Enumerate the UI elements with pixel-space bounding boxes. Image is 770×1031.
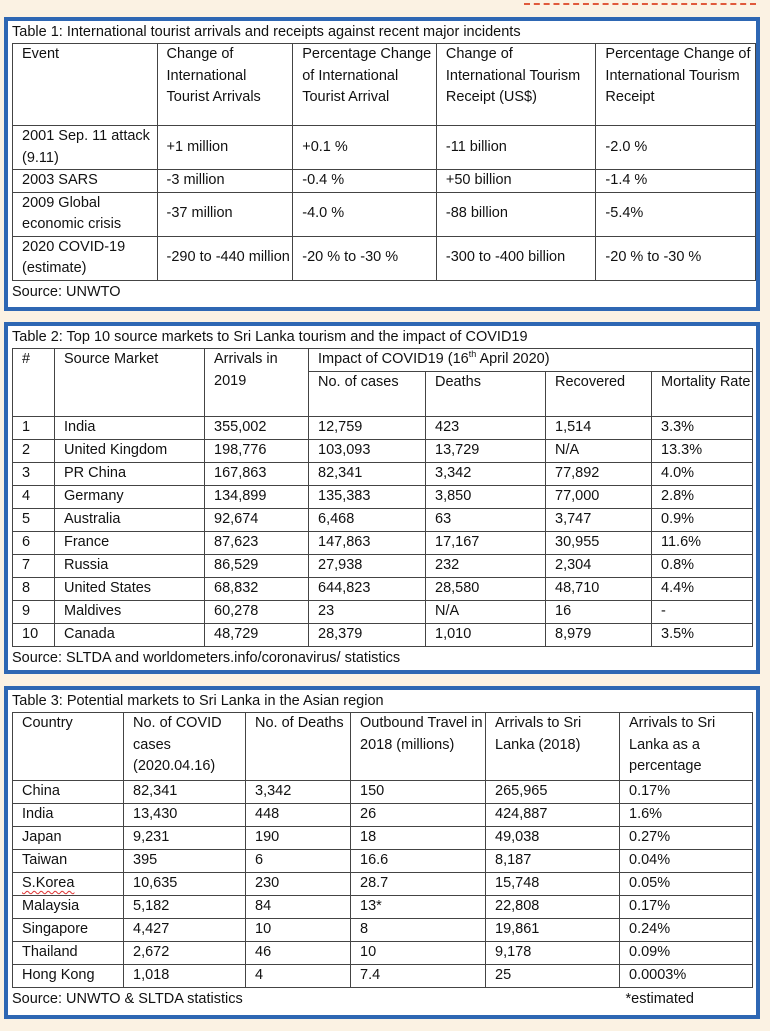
table2-cell: France [55, 532, 205, 555]
table2-row [13, 463, 753, 486]
table2-cell: 8 [13, 578, 55, 601]
table2-cell: 4.4% [652, 578, 753, 601]
table2-cell: United States [55, 578, 205, 601]
table1-row [13, 192, 756, 236]
table2-cell: 77,892 [546, 463, 652, 486]
table3-cell: 1.6% [620, 804, 753, 827]
table1-cell: -88 billion [436, 192, 596, 236]
table1-cell: -3 million [157, 170, 293, 193]
table2-cell: 87,623 [205, 532, 309, 555]
table3-cell: Japan [13, 827, 124, 850]
table3-cell: Hong Kong [13, 965, 124, 988]
table2-cell: 11.6% [652, 532, 753, 555]
table3-cell: Malaysia [13, 896, 124, 919]
table2-cell: 147,863 [309, 532, 426, 555]
table2-cell: 82,341 [309, 463, 426, 486]
table1-cell: +0.1 % [293, 126, 437, 170]
table1-cell: -1.4 % [596, 170, 756, 193]
table2-cell: 3,342 [426, 463, 546, 486]
table1-cell: -11 billion [436, 126, 596, 170]
table2-cell: 1,010 [426, 624, 546, 647]
table3-header-cell: No. of Deaths [246, 713, 351, 781]
table3-cell: 10 [351, 942, 486, 965]
table3-cell: 6 [246, 850, 351, 873]
table3-header-cell: Arrivals to Sri Lanka as a percentage [620, 713, 753, 781]
table2-cell: 4.0% [652, 463, 753, 486]
table2-cell: 28,379 [309, 624, 426, 647]
table2-cell: 23 [309, 601, 426, 624]
table3-cell: 10 [246, 919, 351, 942]
table2-source-row [8, 647, 756, 669]
table1-source: Source: UNWTO [12, 283, 121, 300]
table2-cell: 16 [546, 601, 652, 624]
table2-row [13, 417, 753, 440]
table2-header-impact [309, 349, 753, 372]
table2-header-num: # [13, 349, 55, 417]
table1-cell: -4.0 % [293, 192, 437, 236]
table3-row [13, 919, 753, 942]
table2-cell: 135,383 [309, 486, 426, 509]
table3-cell: 190 [246, 827, 351, 850]
table1-cell: 2001 Sep. 11 attack (9.11) [13, 126, 158, 170]
table2-cell: 3.5% [652, 624, 753, 647]
table3-cell: 395 [124, 850, 246, 873]
table3-cell: 7.4 [351, 965, 486, 988]
table3-cell: 8 [351, 919, 486, 942]
table2-row [13, 509, 753, 532]
table2-header-mortality: Mortality Rate [652, 372, 753, 417]
table3-header-cell: No. of COVID cases (2020.04.16) [124, 713, 246, 781]
table2-cell: N/A [426, 601, 546, 624]
table3-cell: 0.0003% [620, 965, 753, 988]
table2-cell: Russia [55, 555, 205, 578]
table2-cell: 355,002 [205, 417, 309, 440]
table2-cell: 86,529 [205, 555, 309, 578]
table2-cell: 232 [426, 555, 546, 578]
table2-cell: 68,832 [205, 578, 309, 601]
table3-source: Source: UNWTO & SLTDA statistics [12, 991, 243, 1007]
table1-cell: -5.4% [596, 192, 756, 236]
table3-cell: 15,748 [486, 873, 620, 896]
table1-cell: -2.0 % [596, 126, 756, 170]
table1-cell: -20 % to -30 % [293, 236, 437, 280]
table2-cell: 7 [13, 555, 55, 578]
table2-cell: 27,938 [309, 555, 426, 578]
table2-cell: 2 [13, 440, 55, 463]
table3-cell: 28.7 [351, 873, 486, 896]
table3-cell: China [13, 781, 124, 804]
table3-cell: 9,231 [124, 827, 246, 850]
table1 [12, 43, 756, 281]
table1-cell: 2020 COVID-19 (estimate) [13, 236, 158, 280]
table2-cell: 3,850 [426, 486, 546, 509]
table3-cell: 13,430 [124, 804, 246, 827]
table1-header-row [13, 44, 756, 126]
table1-header-cell: Change of International Tourism Receipt (US$) [436, 44, 596, 126]
decorative-dash-line [524, 3, 756, 5]
table3-cell: 16.6 [351, 850, 486, 873]
table2-cell: 30,955 [546, 532, 652, 555]
table3-cell: 0.04% [620, 850, 753, 873]
table3-cell: 46 [246, 942, 351, 965]
table1-cell: -37 million [157, 192, 293, 236]
table2-cell: 0.9% [652, 509, 753, 532]
table2-cell: 103,093 [309, 440, 426, 463]
table2-row [13, 555, 753, 578]
table3-note: *estimated [625, 991, 694, 1007]
table3-cell: 10,635 [124, 873, 246, 896]
table3-cell: Singapore [13, 919, 124, 942]
table3-cell: 5,182 [124, 896, 246, 919]
table3-cell: 25 [486, 965, 620, 988]
table1-header-cell: Percentage Change of International Tourist Arrival [293, 44, 437, 126]
table3-cell: 3,342 [246, 781, 351, 804]
table1-cell: 2009 Global economic crisis [13, 192, 158, 236]
table2-cell: N/A [546, 440, 652, 463]
table1-panel [4, 17, 760, 311]
table1-cell: 2003 SARS [13, 170, 158, 193]
table3-cell: 26 [351, 804, 486, 827]
table3-cell: 424,887 [486, 804, 620, 827]
table3-row [13, 850, 753, 873]
table2-header-market: Source Market [55, 349, 205, 417]
table2-cell: 1 [13, 417, 55, 440]
table2-cell: 77,000 [546, 486, 652, 509]
table2-header-arrivals: Arrivals in 2019 [205, 349, 309, 417]
table2-cell: 9 [13, 601, 55, 624]
table3-cell: 49,038 [486, 827, 620, 850]
table1-cell: -290 to -440 million [157, 236, 293, 280]
table2-row [13, 578, 753, 601]
table2-cell: 3.3% [652, 417, 753, 440]
table2-cell: 2,304 [546, 555, 652, 578]
table2-header-row [13, 349, 753, 372]
table2-cell: 0.8% [652, 555, 753, 578]
table3-cell: Taiwan [13, 850, 124, 873]
table2-cell: United Kingdom [55, 440, 205, 463]
table2-cell: PR China [55, 463, 205, 486]
impact-label-prefix: Impact of COVID19 (16 [318, 351, 469, 367]
table3-cell: India [13, 804, 124, 827]
table3-header-cell: Outbound Travel in 2018 (millions) [351, 713, 486, 781]
table1-cell: +1 million [157, 126, 293, 170]
table3-cell: 150 [351, 781, 486, 804]
table3-cell: 0.17% [620, 781, 753, 804]
table2-cell: 13,729 [426, 440, 546, 463]
table3-cell: 13* [351, 896, 486, 919]
table3-cell: 0.09% [620, 942, 753, 965]
table3-cell: Thailand [13, 942, 124, 965]
table1-row [13, 170, 756, 193]
table2-cell: 28,580 [426, 578, 546, 601]
table1-cell: +50 billion [436, 170, 596, 193]
table2-cell: 3 [13, 463, 55, 486]
table2-source: Source: SLTDA and worldometers.info/coronavirus/ statistics [12, 650, 401, 666]
table2-title: Table 2: Top 10 source markets to Sri Lanka tourism and the impact of COVID19 [12, 329, 528, 345]
table2-cell: 644,823 [309, 578, 426, 601]
table2-row [13, 601, 753, 624]
table3-cell: 0.27% [620, 827, 753, 850]
table2-cell: 6,468 [309, 509, 426, 532]
table2-cell: 6 [13, 532, 55, 555]
table1-row [13, 236, 756, 280]
table2 [12, 348, 753, 647]
table3-cell: 84 [246, 896, 351, 919]
table3-header-cell: Arrivals to Sri Lanka (2018) [486, 713, 620, 781]
table2-cell: 134,899 [205, 486, 309, 509]
table3-cell: 4 [246, 965, 351, 988]
table1-title: Table 1: International tourist arrivals and receipts against recent major incidents [12, 24, 521, 40]
table2-cell: Canada [55, 624, 205, 647]
table2-cell: 8,979 [546, 624, 652, 647]
table2-panel [4, 322, 760, 674]
table1-header-cell: Event [13, 44, 158, 126]
table2-row [13, 624, 753, 647]
table3-cell: 0.05% [620, 873, 753, 896]
table2-cell: 5 [13, 509, 55, 532]
table2-cell: 10 [13, 624, 55, 647]
table3-cell [13, 873, 124, 896]
table3-cell: 1,018 [124, 965, 246, 988]
table3-header-row [13, 713, 753, 781]
table2-cell: 48,729 [205, 624, 309, 647]
table3-cell: 22,808 [486, 896, 620, 919]
table2-row [13, 532, 753, 555]
table2-cell: 198,776 [205, 440, 309, 463]
table3-cell: 8,187 [486, 850, 620, 873]
table3-row [13, 965, 753, 988]
table2-cell: 2.8% [652, 486, 753, 509]
table3 [12, 712, 753, 988]
table2-cell: Germany [55, 486, 205, 509]
table2-cell: 1,514 [546, 417, 652, 440]
table3-cell: 82,341 [124, 781, 246, 804]
table1-cell: -300 to -400 billion [436, 236, 596, 280]
table3-cell: 19,861 [486, 919, 620, 942]
table2-header-recovered: Recovered [546, 372, 652, 417]
table2-cell: 48,710 [546, 578, 652, 601]
impact-label-suffix: April 2020) [476, 351, 550, 367]
table1-source-row [8, 281, 756, 303]
impact-label-sup: th [468, 349, 477, 360]
table2-cell: 3,747 [546, 509, 652, 532]
table3-cell: 18 [351, 827, 486, 850]
table3-cell: 0.17% [620, 896, 753, 919]
table1-header-cell: Percentage Change of International Tourism Receipt [596, 44, 756, 126]
table3-row [13, 781, 753, 804]
table2-cell: 17,167 [426, 532, 546, 555]
table2-cell: 63 [426, 509, 546, 532]
table3-header-cell: Country [13, 713, 124, 781]
table2-header-cases: No. of cases [309, 372, 426, 417]
table1-cell: -20 % to -30 % [596, 236, 756, 280]
table3-row [13, 873, 753, 896]
table3-title: Table 3: Potential markets to Sri Lanka in the Asian region [12, 693, 384, 709]
table3-cell: 265,965 [486, 781, 620, 804]
table2-cell: 92,674 [205, 509, 309, 532]
table3-row [13, 896, 753, 919]
table2-cell: Maldives [55, 601, 205, 624]
table2-cell: 423 [426, 417, 546, 440]
table2-header-deaths: Deaths [426, 372, 546, 417]
table3-cell: 4,427 [124, 919, 246, 942]
table2-cell: 60,278 [205, 601, 309, 624]
table1-header-cell: Change of International Tourist Arrivals [157, 44, 293, 126]
table3-row [13, 942, 753, 965]
table3-cell: 2,672 [124, 942, 246, 965]
table2-cell: Australia [55, 509, 205, 532]
table2-cell: 12,759 [309, 417, 426, 440]
table2-row [13, 486, 753, 509]
table2-cell: India [55, 417, 205, 440]
table3-cell: 0.24% [620, 919, 753, 942]
table3-panel [4, 686, 760, 1019]
table2-cell: 13.3% [652, 440, 753, 463]
table2-row [13, 440, 753, 463]
table3-source-row [8, 988, 756, 1010]
table3-cell: 9,178 [486, 942, 620, 965]
table1-cell: -0.4 % [293, 170, 437, 193]
table1-row [13, 126, 756, 170]
table3-cell: 448 [246, 804, 351, 827]
spellcheck-underlined-text: S.Korea [22, 875, 75, 891]
table3-row [13, 804, 753, 827]
table3-row [13, 827, 753, 850]
table2-cell: - [652, 601, 753, 624]
table2-cell: 4 [13, 486, 55, 509]
table3-cell: 230 [246, 873, 351, 896]
table2-cell: 167,863 [205, 463, 309, 486]
